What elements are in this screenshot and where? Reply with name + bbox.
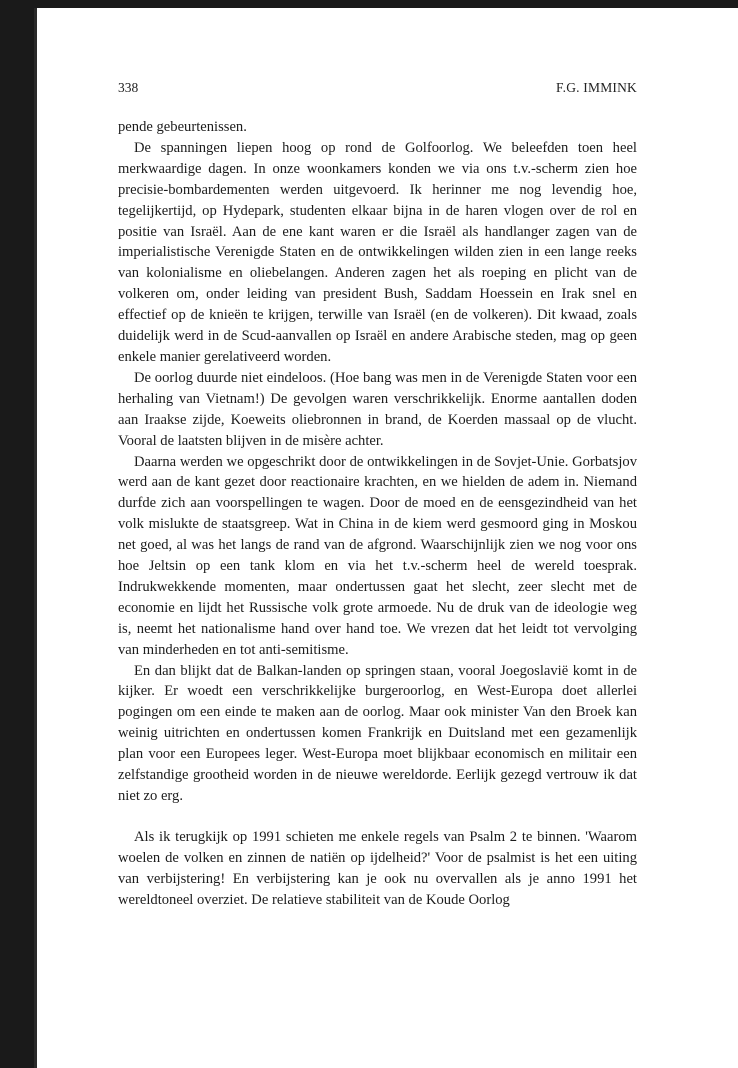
running-title: F.G. IMMINK [556, 80, 637, 95]
paragraph: De spanningen liepen hoog op rond de Golfoorlog. We beleefden toen heel merkwaardige dagen. In onze woonkamers konden we via ons t.v.-scherm zien hoe precisie-bombardementen werden uitgevoerd. Ik herinner me nog levendig hoe, tegelijkertijd, op Hydepark, studenten elkaar bijna in de haren vlogen over de rol en positie van Israël. Aan de ene kant waren er die Israël als handlanger zagen van de imperialistische Verenigde Staten en de ontwikkelingen wilden zien in een lange reeks van kolonialisme en oliebelangen. Anderen zagen het als roeping en plicht van de volkeren om, onder leiding van president Bush, Saddam Hoessein en Irak snel en effectief op de knieën te krijgen, terwille van Israël (en de volkeren). Dit kwaad, zoals duidelijk werd in de Scud-aanvallen op Israël en andere Arabische steden, mag op geen enkele manier gerelativeerd worden. [118, 139, 637, 365]
paragraph: De oorlog duurde niet eindeloos. (Hoe bang was men in de Verenigde Staten voor een herhaling van Vietnam!) De gevolgen waren verschrikkelijk. Enorme aantallen doden aan Iraakse zijde, Koeweits oliebronnen in brand, de Koerden massaal op de vlucht. Vooral de laatsten blijven in de misère achter. [118, 369, 637, 449]
body-text [118, 117, 637, 911]
paragraph: En dan blijkt dat de Balkan-landen op springen staan, vooral Joegoslavië komt in de kijker. Er woedt een verschrikkelijke burgeroorlog, en West-Europa doet allerlei pogingen om een einde te maken aan de oorlog. Maar ook minister Van den Broek kan weinig uitrichten en ondertussen komen Frankrijk en Duitsland met een gezamenlijk plan voor een Europees leger. West-Europa moet blijkbaar economisch en militair een zelfstandige grootheid worden in de nieuwe wereldorde. Eerlijk gezegd vertrouw ik dat niet zo erg. [118, 662, 637, 804]
paragraph: pende gebeurtenissen. [118, 119, 247, 135]
paragraph: Daarna werden we opgeschrikt door de ontwikkelingen in de Sovjet-Unie. Gorbatsjov werd aan de kant gezet door reactionaire krachten, en we hielden de adem in. Niemand durfde zich aan voorspellingen te wagen. Door de moed en de eensgezindheid van het volk mislukte de staatsgreep. Wat in China in de kiem werd gesmoord ging in Moskou net goed, al was het langs de rand van de afgrond. Waarschijnlijk zien we nog voor ons hoe Jeltsin op een tank klom en via het t.v.-scherm heel de wereld toesprak. Indrukwekkende momenten, maar ondertussen gaat het slecht, zeer slecht met de economie en lijdt het Russische volk grote armoede. Nu de druk van de ideologie weg is, neemt het nationalisme hand over hand toe. We vrezen dat het leidt tot vervolging van minderheden en tot anti-semitisme. [118, 453, 637, 658]
page-number: 338 [118, 80, 139, 95]
page-edge [34, 8, 37, 1068]
paragraph: Als ik terugkijk op 1991 schieten me enkele regels van Psalm 2 te binnen. 'Waarom woelen de volken en zinnen de natiën op ijdelheid?' Voor de psalmist is het een uiting van verbijstering! En verbijstering kan je ook nu overvallen als je anno 1991 het wereldtoneel overziet. De relatieve stabiliteit van de Koude Oorlog [118, 828, 637, 908]
